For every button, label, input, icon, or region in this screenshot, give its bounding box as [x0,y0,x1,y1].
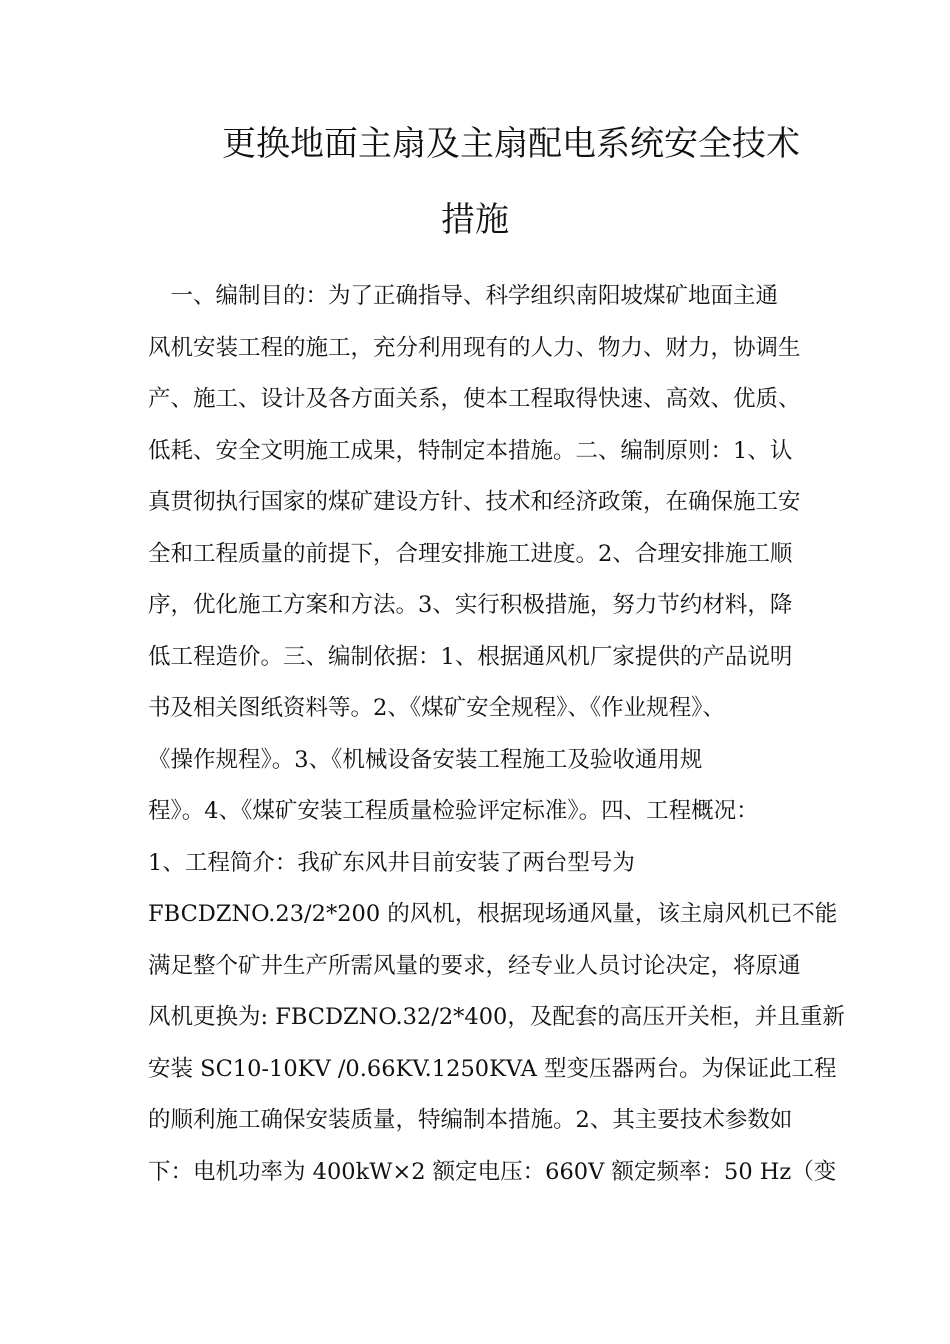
paragraph-line: 安装 SC10-10KV /0.66KV.1250KVA 型变压器两台。为保证此工程 [148,1056,837,1082]
paragraph-line: 《操作规程》。3、《机械设备安装工程施工及验收通用规 [148,747,703,773]
paragraph-line: 满足整个矿井生产所需风量的要求，经专业人员讨论决定，将原通 [148,953,801,979]
paragraph-line: 下：电机功率为 400kW×2 额定电压：660V 额定频率：50 Hz（变 [148,1159,837,1185]
document-title-line-2: 措施 [441,200,509,240]
paragraph-line: 风机安装工程的施工，充分利用现有的人力、物力、财力，协调生 [148,335,801,361]
paragraph-line: 1、工程简介：我矿东风井目前安装了两台型号为 [148,850,635,876]
paragraph-line: 产、施工、设计及各方面关系，使本工程取得快速、高效、优质、 [148,386,801,412]
document-title-line-1: 更换地面主扇及主扇配电系统安全技术 [222,124,800,164]
paragraph-line: 低工程造价。三、编制依据：1、根据通风机厂家提供的产品说明 [148,644,793,670]
paragraph-line: 书及相关图纸资料等。2、《煤矿安全规程》、《作业规程》、 [148,695,725,721]
paragraph-line: 程》。4、《煤矿安装工程质量检验评定标准》。四、工程概况： [148,798,759,824]
paragraph-line: 一、编制目的：为了正确指导、科学组织南阳坡煤矿地面主通 [148,283,779,309]
paragraph-line: 序，优化施工方案和方法。3、实行积极措施，努力节约材料，降 [148,592,793,618]
paragraph-line: 全和工程质量的前提下，合理安排施工进度。2、合理安排施工顺 [148,541,793,567]
paragraph-line: 风机更换为: FBCDZNO.32/2*400，及配套的高压开关柜，并且重新 [148,1004,845,1030]
paragraph-line: 真贯彻执行国家的煤矿建设方针、技术和经济政策，在确保施工安 [148,489,801,515]
paragraph-line: FBCDZNO.23/2*200 的风机，根据现场通风量，该主扇风机已不能 [148,901,838,927]
paragraph-line: 低耗、安全文明施工成果，特制定本措施。二、编制原则：1、认 [148,438,793,464]
paragraph-line: 的顺利施工确保安装质量，特编制本措施。2、其主要技术参数如 [148,1107,793,1133]
